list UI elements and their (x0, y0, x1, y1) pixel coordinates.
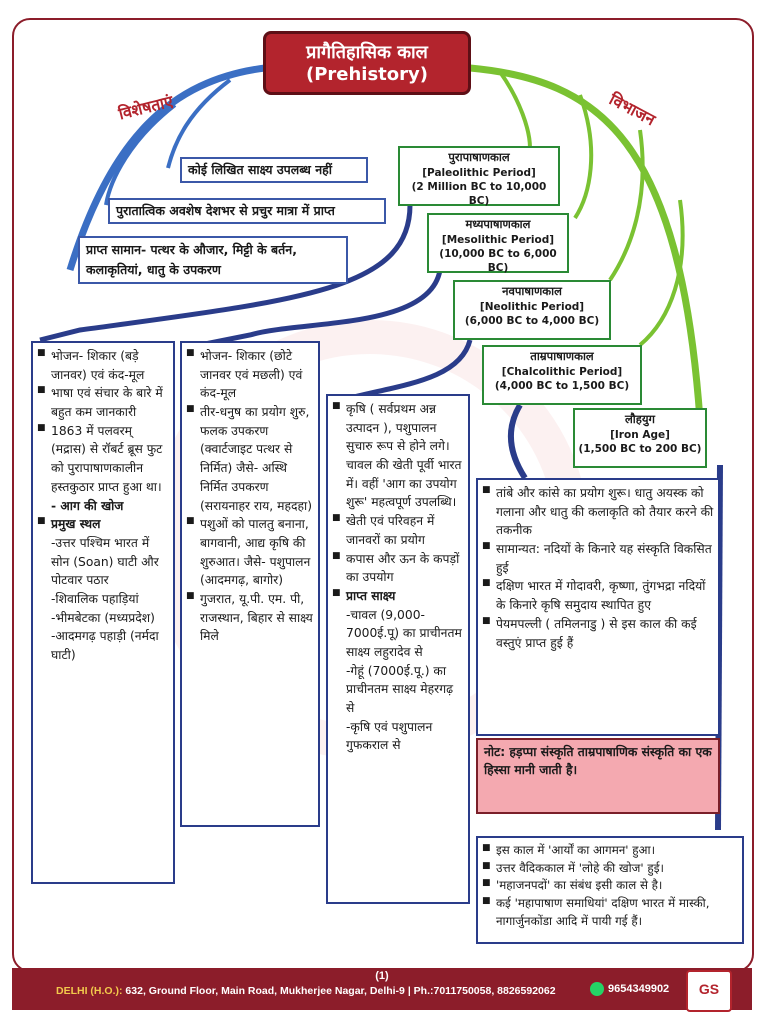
meso-food: ■ भोजन- शिकार (छोटे जानवर एवं मछली) एवं कंद-मूल (186, 347, 314, 403)
feature-3: प्राप्त सामान- पत्थर के औजार, मिट्टी के बर्तन, कलाकृतियां, धातु के उपकरण (78, 236, 348, 284)
paleo-site: -आदमगढ़ पहाड़ी (नर्मदा घाटी) (51, 629, 159, 662)
ironage-details (476, 836, 744, 944)
iron-item: ■ 'महाजनपदों' का संबंध इसी काल से है। (482, 877, 738, 895)
right-branch-sub4 (640, 200, 683, 345)
iron-item: ■ कई 'महापाषाण समाधियां' दक्षिण भारत में मास्की, नागार्जुनकोंडा आदि में पायी गई हैं। (482, 895, 738, 930)
neo-transport: ■ खेती एवं परिवहन में जानवरों का प्रयोग (332, 512, 464, 549)
whatsapp-contact[interactable] (590, 982, 669, 996)
period-mesolithic-range: (10,000 BC to 6,000 BC) (439, 247, 557, 274)
period-chalcolithic-range: (4,000 BC to 1,500 BC) (494, 379, 630, 392)
paleo-sites-heading: ■ प्रमुख स्थल (37, 515, 169, 534)
footer-address (56, 985, 556, 997)
right-branch-sub2 (575, 95, 591, 218)
branch-label-features: विशेषताएं (116, 91, 175, 124)
main-title (263, 31, 471, 95)
period-neolithic (453, 280, 611, 340)
iron-item: ■ उत्तर वैदिककाल में 'लोहे की खोज' हुई। (482, 860, 738, 878)
feature-2: पुरातात्विक अवशेष देशभर से प्रचुर मात्रा में प्राप्त (108, 198, 386, 224)
page-number: (1) (375, 970, 389, 982)
meso-animals: ■ पशुओं को पालतु बनाना, बागवानी, आद्य कृषि की शुरुआत। जैसे- पशुपालन (आदमगढ़, बागोर) (186, 515, 314, 590)
meso-evidence: ■ गुजरात, यू.पी. एम. पी, राजस्थान, बिहार से साक्ष्य मिले (186, 590, 314, 646)
connector-chalcolithic (511, 405, 525, 478)
note-harappa: नोट: हड़प्पा संस्कृति ताम्रपाषाणिक संस्कृति का एक हिस्सा मानी जाती है। (476, 738, 720, 814)
period-mesolithic-hindi: मध्यपाषाणकाल (465, 217, 531, 231)
mesolithic-details (180, 341, 320, 827)
address-text: 632, Ground Floor, Main Road, Mukherjee Nagar, Delhi-9 | Ph.:7011750058, 8826592062 (125, 985, 556, 997)
neo-rice: -चावल (9,000-7000ई.पू) का प्राचीनतम साक्ष्य लहुरादेव से (346, 607, 462, 659)
neo-evidence-heading: ■ प्राप्त साक्ष्य (332, 587, 464, 606)
period-mesolithic-english: [Mesolithic Period] (441, 233, 555, 246)
paleo-language: ■ भाषा एवं संचार के बारे में बहुत कम जानकारी (37, 384, 169, 421)
period-neolithic-english: [Neolithic Period] (479, 300, 585, 313)
title-hindi: प्रागैतिहासिक काल (306, 42, 428, 63)
iron-item: ■ इस काल में 'आर्यों का आगमन' हुआ। (482, 842, 738, 860)
period-paleolithic-hindi: पुरापाषाणकाल (448, 150, 510, 164)
paleolithic-details (31, 341, 175, 884)
right-branch-sub3 (610, 130, 643, 280)
period-chalcolithic (482, 345, 642, 405)
neolithic-details (326, 394, 470, 904)
footer (12, 968, 752, 1010)
whatsapp-icon (590, 982, 604, 996)
chalco-rivers: ■ सामान्यत: नदियों के किनारे यह संस्कृति विकसित हुई (482, 540, 714, 577)
neo-farming: -कृषि एवं पशुपालन गुफकराल से (346, 719, 433, 753)
chalco-payempalli: ■ पेयमपल्ली ( तमिलनाडु ) से इस काल की कई वस्तुएं प्राप्त हुई हैं (482, 615, 714, 652)
branch-label-divisions: विभाजन (606, 89, 659, 130)
left-branch-sub1 (168, 80, 230, 168)
period-neolithic-hindi: नवपाषाणकाल (502, 284, 562, 298)
gs-world-logo: GS (686, 970, 732, 1012)
paleo-discovery: ■ 1863 में पलवरम् (मद्रास) से रॉबर्ट ब्रूस फुट को पुरापाषाणकालीन हस्तकुठार प्राप्त हुआ था। (37, 422, 169, 497)
title-english: (Prehistory) (305, 64, 428, 85)
paleo-site: -शिवालिक पहाड़ियां (51, 591, 139, 606)
connector-neolithic (350, 340, 470, 398)
chalco-copper: ■ तांबे और कांसे का प्रयोग शुरू। धातु अयस्क को गलाना और धातु की कलाकृति को तैयार करने की तकनीक (482, 484, 714, 540)
office-label: DELHI (H.O.): (56, 985, 123, 997)
neo-wheat: -गेहूं (7000ई.पू.) का प्राचीनतम साक्ष्य मेहरगढ़ से (346, 663, 454, 715)
chalcolithic-details (476, 478, 720, 736)
period-neolithic-range: (6,000 BC to 4,000 BC) (464, 314, 600, 327)
period-chalcolithic-hindi: ताम्रपाषाणकाल (530, 349, 594, 363)
period-chalcolithic-english: [Chalcolithic Period] (501, 365, 623, 378)
period-ironage-english: [Iron Age] (610, 428, 670, 441)
right-branch-sub1 (500, 72, 530, 148)
period-ironage (573, 408, 707, 468)
paleo-food: ■ भोजन- शिकार (बड़े जानवर) एवं कंद-मूल (37, 347, 169, 384)
period-paleolithic-english: [Paleolithic Period] (422, 166, 536, 179)
whatsapp-number: 9654349902 (608, 982, 670, 995)
neo-cloth: ■ कपास और ऊन के कपड़ों का उपयोग (332, 550, 464, 587)
meso-tools: ■ तीर-धनुष का प्रयोग शुरु, फलक उपकरण (क्वार्टजाइट पत्थर से निर्मित) जैसे- अस्थि निर्मित उपकरण (सरायनाहर राय, महदहा) (186, 403, 314, 515)
chalco-south: ■ दक्षिण भारत में गोदावरी, कृष्णा, तुंगभद्रा नदियों के किनारे कृषि समुदाय स्थापित हुए (482, 577, 714, 614)
period-paleolithic (398, 146, 560, 206)
feature-1: कोई लिखित साक्ष्य उपलब्ध नहीं (180, 157, 368, 183)
period-ironage-range: (1,500 BC to 200 BC) (578, 442, 702, 455)
period-paleolithic-range: (2 Million BC to 10,000 BC) (411, 180, 547, 207)
paleo-fire: - आग की खोज (51, 498, 124, 513)
left-branch-sub2 (106, 105, 175, 205)
neo-agri: ■ कृषि ( सर्वप्रथम अन्न उत्पादन ), पशुपालन सुचारु रूप से होने लगे। चावल की खेती पूर्वी भारत में। वहीं 'आग का उपयोग शुरू' महत्वपूर्ण उपलब्धि। (332, 400, 464, 512)
paleo-site: -उत्तर पश्चिम भारत में सोन (Soan) घाटी और पोटवार पठार (51, 535, 159, 588)
paleo-site: -भीमबेटका (मध्यप्रदेश) (51, 610, 155, 625)
period-ironage-hindi: लौहयुग (624, 412, 656, 426)
period-mesolithic (427, 213, 569, 273)
